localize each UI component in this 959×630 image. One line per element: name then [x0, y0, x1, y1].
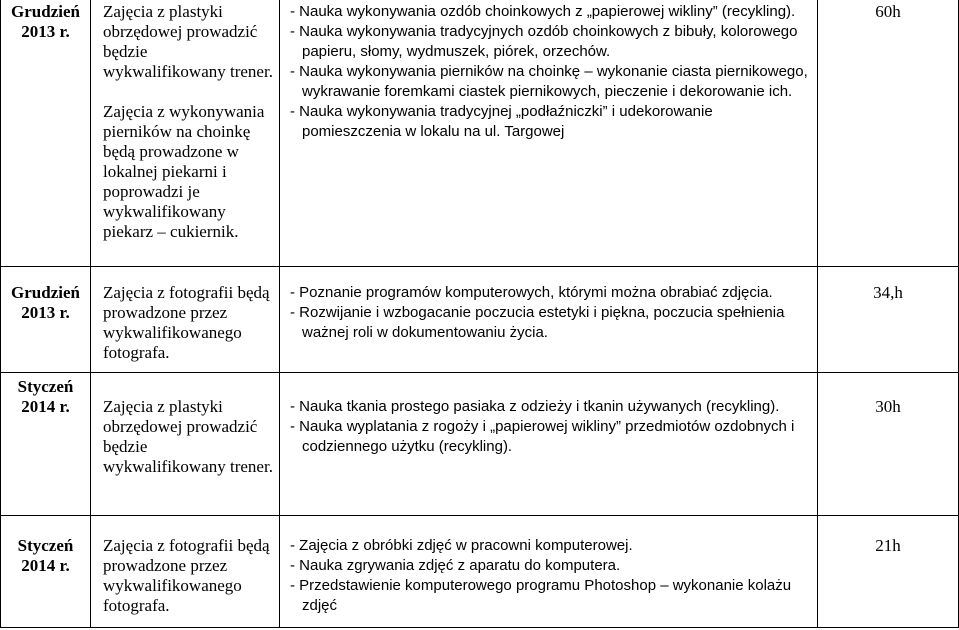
- date-month: Grudzień: [11, 2, 80, 21]
- hours-value: 60h: [875, 2, 901, 21]
- hours-cell: [818, 0, 959, 267]
- table-row: [1, 0, 959, 267]
- content-item: - Nauka wykonywania pierników na choinkę – wykonanie ciasta piernikowego, wykrawanie foremkami ciastek piernikowych, pieczenie i dekorowanie ich.: [290, 63, 808, 100]
- description-paragraph: Zajęcia z fotografii będą prowadzone przez wykwalifikowanego fotografa.: [103, 536, 270, 615]
- description-cell: [91, 267, 280, 373]
- content-cell: [280, 516, 818, 628]
- description-paragraph: Zajęcia z wykonywania pierników na choinkę będą prowadzone w lokalnej piekarni i poprowadzi je wykwalifikowany piekarz – cukiernik.: [103, 102, 265, 241]
- date-cell: [1, 0, 91, 267]
- description-cell: [91, 516, 280, 628]
- hours-value: 34,h: [873, 283, 903, 302]
- content-cell: [280, 267, 818, 373]
- content-item: - Nauka zgrywania zdjęć z aparatu do komputera.: [290, 557, 621, 574]
- date-year: 2013 r.: [21, 303, 70, 322]
- content-item: - Poznanie programów komputerowych, którymi można obrabiać zdjęcia.: [290, 284, 773, 301]
- content-item: - Nauka wykonywania tradycyjnych ozdób choinkowych z bibuły, kolorowego papieru, słomy, wydmuszek, piórek, orzechów.: [290, 23, 798, 60]
- table-row: [1, 516, 959, 628]
- content-item: - Nauka wykonywania tradycyjnej „podłaźniczki” i udekorowanie pomieszczenia w lokalu na ul. Targowej: [290, 103, 713, 140]
- description-cell: [91, 0, 280, 267]
- date-month: Styczeń: [17, 536, 74, 555]
- date-year: 2014 r.: [21, 397, 70, 416]
- date-cell: [1, 516, 91, 628]
- date-cell: [1, 373, 91, 516]
- date-year: 2013 r.: [21, 22, 70, 41]
- hours-value: 21h: [875, 536, 901, 555]
- content-cell: [280, 373, 818, 516]
- content-item: - Zajęcia z obróbki zdjęć w pracowni komputerowej.: [290, 537, 633, 554]
- hours-cell: [818, 267, 959, 373]
- date-month: Styczeń: [17, 377, 74, 396]
- table-row: [1, 373, 959, 516]
- description-paragraph: Zajęcia z fotografii będą prowadzone przez wykwalifikowanego fotografa.: [103, 283, 270, 362]
- table-row: [1, 267, 959, 373]
- date-year: 2014 r.: [21, 556, 70, 575]
- description-cell: [91, 373, 280, 516]
- date-month: Grudzień: [11, 283, 80, 302]
- content-item: - Nauka wyplatania z rogoży i „papierowej wikliny” przedmiotów ozdobnych i codziennego użytku (recykling).: [290, 418, 795, 455]
- content-item: - Rozwijanie i wzbogacanie poczucia estetyki i piękna, poczucia spełnienia ważnej roli w dokumentowaniu życia.: [290, 304, 785, 341]
- hours-cell: [818, 516, 959, 628]
- hours-cell: [818, 373, 959, 516]
- content-item: - Przedstawienie komputerowego programu Photoshop – wykonanie kolażu zdjęć: [290, 577, 792, 614]
- content-item: - Nauka wykonywania ozdób choinkowych z „papierowej wikliny” (recykling).: [290, 3, 796, 20]
- description-paragraph: Zajęcia z plastyki obrzędowej prowadzić będzie wykwalifikowany trener.: [103, 2, 273, 81]
- date-cell: [1, 267, 91, 373]
- hours-value: 30h: [875, 397, 901, 416]
- content-item: - Nauka tkania prostego pasiaka z odzieży i tkanin używanych (recykling).: [290, 398, 780, 415]
- description-paragraph: Zajęcia z plastyki obrzędowej prowadzić będzie wykwalifikowany trener.: [103, 397, 273, 476]
- content-cell: [280, 0, 818, 267]
